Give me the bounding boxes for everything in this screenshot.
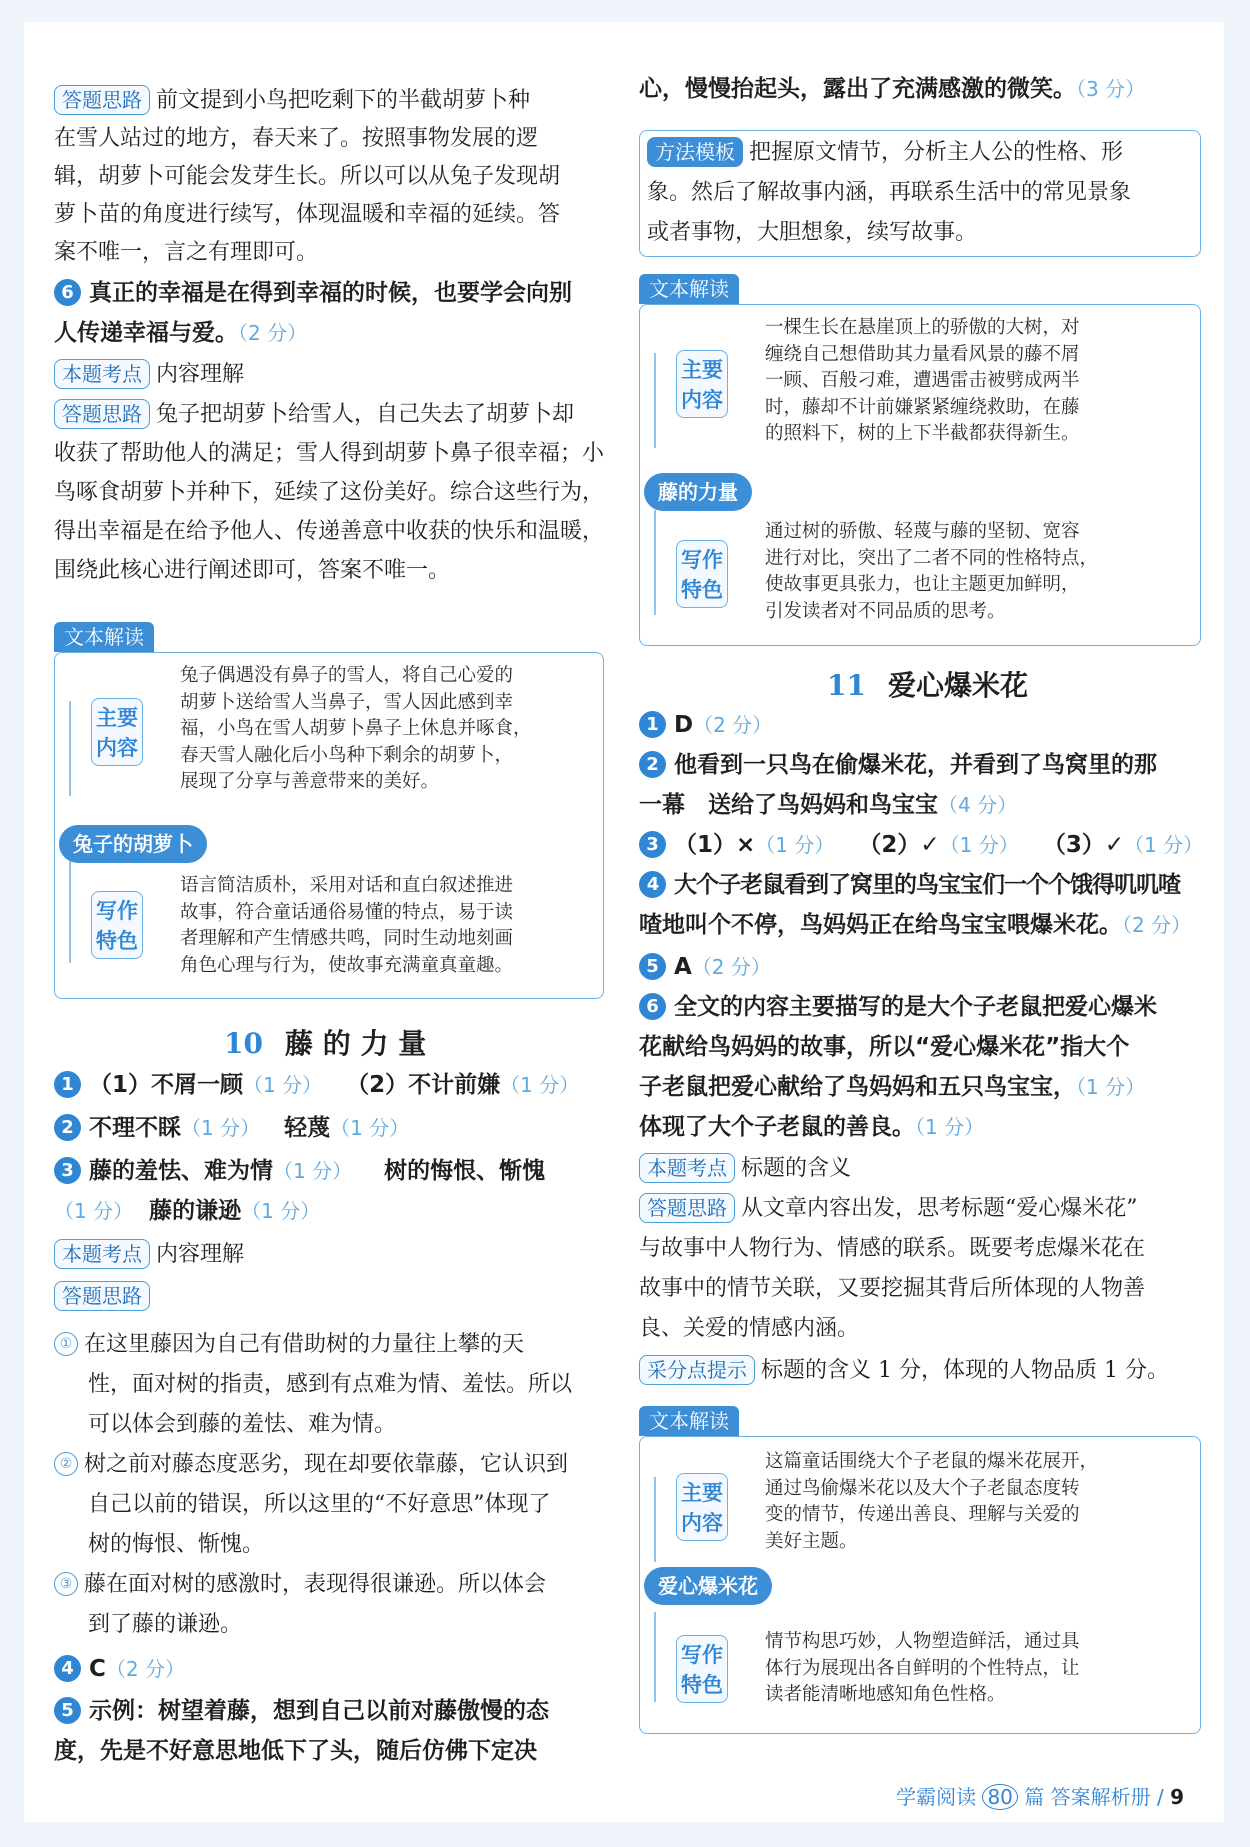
- q4-answer: [54, 1652, 185, 1686]
- text: 美好主题。: [765, 1530, 858, 1552]
- text: 一幕 送给了鸟妈妈和鸟宝宝: [639, 792, 938, 818]
- text: 前文提到小鸟把吃剩下的半截胡萝卜种: [156, 88, 531, 113]
- point-line: [54, 358, 244, 392]
- main-content-text: [765, 315, 1195, 448]
- text: 标题的含义: [741, 1156, 852, 1181]
- text: 标题的含义 1 分，体现的人物品质 1 分。: [761, 1358, 1169, 1383]
- text: （1）×: [674, 832, 756, 858]
- text: （1）不屑一顾: [89, 1072, 244, 1098]
- text: 藤的谦逊: [149, 1198, 242, 1224]
- text: 兔子把胡萝卜给雪人，自己失去了胡萝卜却: [156, 402, 575, 427]
- writing-feature-text: [765, 1629, 1195, 1709]
- score: （1 分）: [181, 1116, 261, 1140]
- text: 者理解和产生情感共鸣，同时生动地刻画: [180, 928, 514, 949]
- score: （1 分）: [1076, 1075, 1146, 1099]
- text: 体现了大个子老鼠的善良。: [639, 1114, 915, 1140]
- analysis-line: 到了藤的谦逊。: [88, 1612, 243, 1637]
- bracket: [654, 1477, 656, 1562]
- method-line: 象。然后了解故事内涵，再联系生活中的常见景象: [647, 180, 1132, 205]
- think-line: 良、关爱的情感内涵。: [639, 1316, 860, 1341]
- think-tag: 答题思路: [54, 1281, 150, 1311]
- text: 兔子偶遇没有鼻子的雪人，将自己心爱的: [180, 665, 514, 686]
- score: （1 分）: [243, 1073, 323, 1097]
- text: 一棵生长在悬崖顶上的骄傲的大树，对: [765, 317, 1080, 338]
- question-number: 5: [639, 953, 666, 980]
- score: （1 分）: [54, 1199, 134, 1223]
- text: 语言简洁质朴，采用对话和直白叙述推进: [180, 875, 514, 896]
- answer-page: [24, 22, 1224, 1822]
- text: 爱心爆米花: [887, 669, 1028, 702]
- think-line: 鸟啄食胡萝卜并种下，延续了这份美好。综合这些行为，: [54, 480, 605, 505]
- score: （4 分）: [938, 793, 1018, 817]
- text: 子老鼠把爱心献给了鸟妈妈和五只鸟宝宝，: [639, 1074, 1076, 1100]
- q1-answer: [639, 708, 772, 742]
- text: 的照料下，树的上下半截都获得新生。: [765, 423, 1080, 444]
- point-line: [54, 1238, 244, 1272]
- text: 树的悔恨、惭愧: [384, 1158, 546, 1184]
- method-tag: 方法模板: [647, 137, 743, 167]
- q3-answer: [54, 1154, 545, 1188]
- score: （2 分）: [691, 955, 771, 979]
- text: 进行对比，突出了二者不同的性格特点，: [765, 547, 1099, 569]
- text: 一顾、百般刁难，遭遇雷击被劈成两半: [765, 370, 1080, 391]
- mind-center: 藤的力量: [644, 473, 752, 511]
- text: 藤的羞怯、难为情: [89, 1158, 273, 1184]
- main-content-label: 主要内容: [91, 698, 143, 766]
- think-line: 案不唯一，言之有理即可。: [54, 240, 319, 265]
- analysis-line: 性，面对树的指责，感到有点难为情、羞怯。所以: [88, 1372, 573, 1397]
- score: （3 分）: [1076, 77, 1146, 101]
- text: 树之前对藤态度恶劣，现在却要依靠藤，它认识到: [84, 1452, 569, 1477]
- q4-answer: [639, 908, 1191, 942]
- article-number: 11: [827, 669, 866, 702]
- method-line: [647, 136, 1123, 170]
- text: 人传递幸福与爱。: [54, 320, 238, 346]
- score: （1 分）: [273, 1159, 353, 1183]
- q5-answer: 度，先是不好意思地低下了头，随后仿佛下定决: [54, 1738, 537, 1764]
- question-number: 3: [54, 1157, 81, 1184]
- text: 藤 的 力 量: [284, 1027, 427, 1060]
- think-line: 辑，胡萝卜可能会发芽生长。所以可以从兔子发现胡: [54, 164, 561, 189]
- text: 心，慢慢抬起头，露出了充满感激的微笑。: [639, 76, 1076, 102]
- bracket: [69, 858, 71, 963]
- q6-answer: [639, 1110, 984, 1144]
- point-line: [639, 1152, 851, 1186]
- question-number: 5: [54, 1697, 81, 1724]
- footer-count: 80: [982, 1784, 1017, 1810]
- main-content-label: 主要内容: [676, 350, 728, 418]
- text: （2）不计前嫌: [346, 1072, 501, 1098]
- q2-answer: [639, 788, 1017, 822]
- q4-answer: [639, 868, 1180, 902]
- analysis-item: [54, 1328, 524, 1362]
- q6-answer: [639, 1070, 1145, 1104]
- think-line: [54, 1280, 156, 1314]
- text: 角色心理与行为，使故事充满童真童趣。: [180, 954, 514, 976]
- mind-center: 兔子的胡萝卜: [59, 825, 207, 863]
- bracket: [654, 1612, 656, 1702]
- text: 春天雪人融化后小鸟种下剩余的胡萝卜，: [180, 744, 514, 766]
- text: C: [89, 1656, 106, 1682]
- footer-brand: 学霸阅读: [896, 1785, 977, 1809]
- text: 体行为展现出各自鲜明的个性特点，让: [765, 1657, 1080, 1679]
- think-tag: 答题思路: [54, 85, 150, 115]
- analysis-title: 文本解读: [639, 1406, 739, 1436]
- article-title: [827, 664, 1028, 704]
- think-tag: 答题思路: [639, 1193, 735, 1223]
- text: 情节构思巧妙，人物塑造鲜活，通过具: [765, 1631, 1080, 1652]
- text: 示例：树望着藤，想到自己以前对藤傲慢的态: [89, 1698, 549, 1724]
- text: 通过树的骄傲、轻蔑与藤的坚韧、宽容: [765, 521, 1080, 542]
- score: （2 分）: [105, 1657, 185, 1681]
- page-number: 9: [1170, 1785, 1184, 1809]
- text: 通过鸟偷爆米花以及大个子老鼠态度转: [765, 1477, 1080, 1499]
- text: 他看到一只鸟在偷爆米花，并看到了鸟窝里的那: [674, 752, 1157, 778]
- question-number: 2: [639, 751, 666, 778]
- text: （2）✓: [858, 832, 940, 858]
- think-line: 收获了帮助他人的满足；雪人得到胡萝卜鼻子很幸福；小: [54, 441, 605, 466]
- q3-answer: [54, 1194, 320, 1228]
- bracket: [69, 701, 71, 796]
- question-number: 1: [54, 1071, 81, 1098]
- text: 引发读者对不同品质的思考。: [765, 600, 1006, 622]
- text: 使故事更具张力，也让主题更加鲜明，: [765, 574, 1080, 595]
- q6-answer: 花献给鸟妈妈的故事，所以“爱心爆米花”指大个: [639, 1034, 1130, 1060]
- score-tip-tag: 采分点提示: [639, 1355, 755, 1385]
- mind-map: [639, 304, 1201, 646]
- analysis-title: 文本解读: [54, 622, 154, 652]
- think-line: [54, 84, 530, 118]
- think-line: [639, 1192, 1138, 1226]
- score: （1 分）: [939, 833, 1019, 857]
- text: 轻蔑: [284, 1115, 331, 1141]
- score: （1 分）: [1124, 833, 1204, 857]
- text: 读者能清晰地感知角色性格。: [765, 1684, 1006, 1705]
- q1-answer: [54, 1068, 579, 1102]
- page-footer: 学霸阅读 80 篇 答案解析册 / 9: [896, 1785, 1184, 1809]
- circled-number: ①: [54, 1332, 78, 1356]
- text: 从文章内容出发，思考标题“爱心爆米花”: [741, 1196, 1138, 1221]
- mind-map: [639, 1436, 1201, 1734]
- text: 喳地叫个不停，鸟妈妈正在给鸟宝宝喂爆米花。: [639, 912, 1122, 938]
- think-tag: 答题思路: [54, 399, 150, 429]
- q6-answer: [639, 990, 1157, 1024]
- score: （2 分）: [693, 713, 773, 737]
- text: 时，藤却不计前嫌紧紧缠绕救助，在藤: [765, 396, 1080, 418]
- q5-answer: [54, 1694, 549, 1728]
- point-tag: 本题考点: [639, 1153, 735, 1183]
- footer-unit: 篇: [1024, 1785, 1045, 1809]
- question-number: 6: [54, 279, 81, 306]
- text: 展现了分享与善意带来的美好。: [180, 771, 440, 792]
- analysis-item: [54, 1568, 546, 1602]
- mind-center: 爱心爆米花: [644, 1567, 772, 1605]
- score: （2 分）: [1122, 913, 1192, 937]
- mind-map: [54, 652, 604, 999]
- main-content-text: [180, 663, 600, 796]
- text: 真正的幸福是在得到幸福的时候，也要学会向别: [89, 280, 572, 306]
- article-title: [224, 1022, 426, 1062]
- think-line: 得出幸福是在给予他人、传递善意中收获的快乐和温暖，: [54, 519, 605, 544]
- writing-feature-label: 写作特色: [676, 540, 728, 608]
- q6-answer: [54, 276, 572, 310]
- analysis-line: 可以体会到藤的羞怯、难为情。: [88, 1412, 397, 1437]
- question-number: 3: [639, 831, 666, 858]
- think-line: [54, 398, 574, 432]
- analysis-title: 文本解读: [639, 274, 739, 304]
- text: 变的情节，传递出善良、理解与关爱的: [765, 1504, 1080, 1525]
- text: D: [674, 712, 694, 738]
- think-line: 在雪人站过的地方，春天来了。按照事物发展的逻: [54, 126, 539, 151]
- point-tag: 本题考点: [54, 1239, 150, 1269]
- text: 内容理解: [156, 1242, 245, 1267]
- question-number: 4: [54, 1655, 81, 1682]
- text: 把握原文情节，分析主人公的性格、形: [749, 140, 1124, 165]
- writing-feature-label: 写作特色: [676, 1635, 728, 1703]
- score: （1 分）: [330, 1116, 410, 1140]
- score: （1 分）: [915, 1115, 985, 1139]
- q5-answer: [639, 950, 771, 984]
- text: 这篇童话围绕大个子老鼠的爆米花展开，: [765, 1451, 1099, 1472]
- text: 不理不睬: [89, 1115, 181, 1141]
- bracket: [654, 353, 656, 448]
- q5-answer-cont: [639, 72, 1145, 106]
- main-content-text: [765, 1449, 1195, 1555]
- text: 在这里藤因为自己有借助树的力量往上攀的天: [84, 1332, 525, 1357]
- think-line: 故事中的情节关联，又要挖掘其背后所体现的人物善: [639, 1276, 1146, 1301]
- text: 故事，符合童话通俗易懂的特点，易于读: [180, 901, 514, 923]
- main-content-label: 主要内容: [676, 1473, 728, 1541]
- text: 胡萝卜送给雪人当鼻子，雪人因此感到幸: [180, 691, 514, 713]
- writing-feature-text: [180, 873, 600, 979]
- q3-answer: [639, 828, 1203, 862]
- point-tag: 本题考点: [54, 359, 150, 389]
- text: 大个子老鼠看到了窝里的鸟宝宝们一个个饿得叽叽喳: [674, 872, 1180, 898]
- analysis-item: [54, 1448, 568, 1482]
- writing-feature-text: [765, 519, 1195, 625]
- score: （1 分）: [500, 1073, 580, 1097]
- bracket: [654, 510, 656, 615]
- circled-number: ③: [54, 1572, 78, 1596]
- text: 藤在面对树的感激时，表现得很谦逊。所以体会: [84, 1572, 547, 1597]
- circled-number: ②: [54, 1452, 78, 1476]
- think-line: 萝卜苗的角度进行续写，体现温暖和幸福的延续。答: [54, 202, 561, 227]
- question-number: 6: [639, 993, 666, 1020]
- question-number: 4: [639, 871, 666, 898]
- q2-answer: [639, 748, 1157, 782]
- analysis-line: 自己以前的错误，所以这里的“不好意思”体现了: [88, 1492, 551, 1517]
- text: 内容理解: [156, 362, 245, 387]
- text: （3）✓: [1042, 832, 1125, 858]
- think-line: 与故事中人物行为、情感的联系。既要考虑爆米花在: [639, 1236, 1146, 1261]
- article-number: 10: [224, 1027, 263, 1060]
- q2-answer: [54, 1111, 409, 1145]
- question-number: 2: [54, 1114, 81, 1141]
- score: （1 分）: [241, 1199, 321, 1223]
- method-line: 或者事物，大胆想象，续写故事。: [647, 220, 978, 245]
- footer-book: 答案解析册: [1050, 1785, 1151, 1809]
- tip-line: [639, 1354, 1169, 1388]
- text: 全文的内容主要描写的是大个子老鼠把爱心爆米: [674, 994, 1157, 1020]
- text: 福，小鸟在雪人胡萝卜鼻子上休息并啄食，: [180, 718, 532, 739]
- writing-feature-label: 写作特色: [91, 891, 143, 959]
- q6-answer: [54, 316, 307, 350]
- think-line: 围绕此核心进行阐述即可，答案不唯一。: [54, 558, 451, 583]
- score: （2 分）: [238, 321, 308, 345]
- score: （1 分）: [755, 833, 835, 857]
- text: A: [674, 954, 692, 980]
- text: 缠绕自己想借助其力量看风景的藤不屑: [765, 343, 1080, 365]
- analysis-line: 树的悔恨、惭愧。: [88, 1532, 265, 1557]
- question-number: 1: [639, 711, 666, 738]
